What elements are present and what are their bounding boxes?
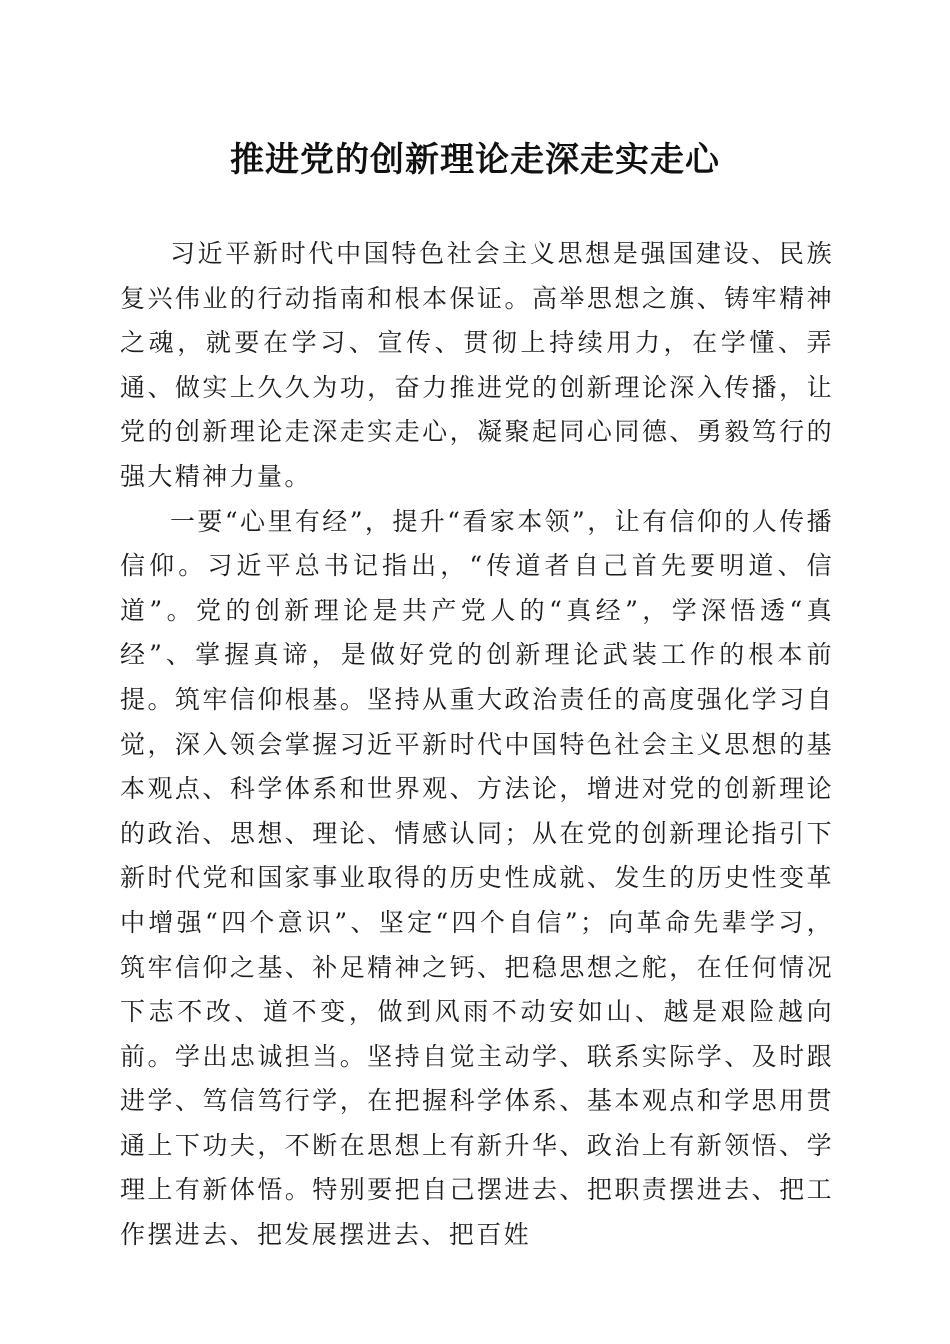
paragraph-first-point: 一要“心里有经”，提升“看家本领”，让有信仰的人传播信仰。习近平总书记指出，“传道者自己首先要明道、信道”。党的创新理论是共产党人的“真经”，学深悟透“真经”、掌握真谛，是做好党的创新理论武装工作的根本前提。筑牢信仰根基。坚持从重大政治责任的高度强化学习自觉，深入领会掌握习近平新时代中国特色社会主义思想的基本观点、科学体系和世界观、方法论，增进对党的创新理论的政治、思想、理论、情感认同；从在党的创新理论指引下新时代党和国家事业取得的历史性成就、发生的历史性变革中增强“四个意识”、坚定“四个自信”；向革命先辈学习，筑牢信仰之基、补足精神之钙、把稳思想之舵，在任何情况下志不改、道不变，做到风雨不动安如山、越是艰险越向前。学出忠诚担当。坚持自觉主动学、联系实际学、及时跟进学、笃信笃行学，在把握科学体系、基本观点和学思用贯通上下功夫，不断在思想上有新升华、政治上有新领悟、学理上有新体悟。特别要把自己摆进去、把职责摆进去、把工作摆进去、把发展摆进去、把百姓 — [120, 506, 834, 1250]
paragraph-intro: 习近平新时代中国特色社会主义思想是强国建设、民族复兴伟业的行动指南和根本保证。高举思想之旗、铸牢精神之魂，就要在学习、宣传、贯彻上持续用力，在学懂、弄通、做实上久久为功，奋力推进党的创新理论深入传播，让党的创新理论走深走实走心，凝聚起同心同德、勇毅笃行的强大精神力量。 — [120, 239, 834, 491]
document-body — [120, 232, 834, 1258]
document-title: 推进党的创新理论走深走实走心 — [230, 140, 720, 180]
